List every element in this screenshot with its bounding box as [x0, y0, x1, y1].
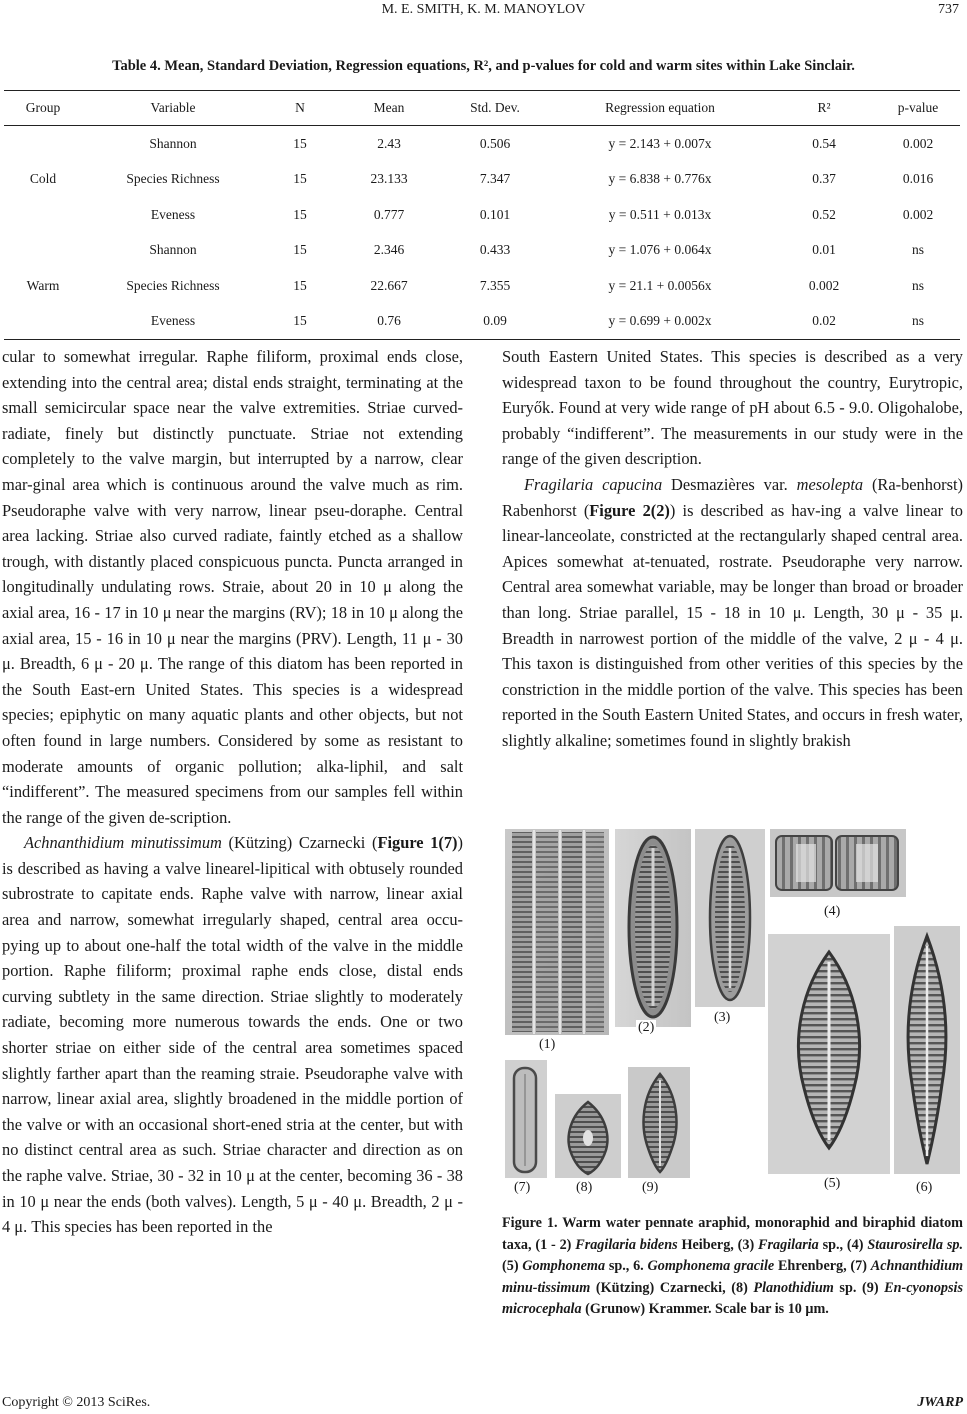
table-cell: y = 1.076 + 0.064x — [608, 242, 712, 258]
paragraph — [2, 830, 463, 1240]
panel-8-micrograph — [555, 1094, 621, 1178]
paragraph: cular to somewhat irregular. Raphe filiform, proximal ends close, extending into the central area; distal ends straight, terminating at the small semicircular space near the valve extremities. Striae curved-radiate, finely but distinctly punctuate. Striae not extending completely to the valve margin, but interrupted by a narrow, clear mar-ginal area which is continuous around the valve much as rim. Pseudoraphe valve with very narrow, linear pseu-doraphe. Central area lacking. Striae also curved radiate, faintly etched as a shallow trough, with distantly placed conspicuous puncta. Puncta arranged in longitudinally undulating rows. Straie, about 20 in 10 μ along the axial area, 16 - 17 in 10 μ near the margins (RV); 18 in 10 μ along the axial area, 15 - 16 in 10 μ near the margins (PRV). Length, 11 μ - 30 μ. Breadth, 6 μ - 20 μ. The range of this diatom has been reported in the South East-ern United States. This species is a widespread species; epiphytic on many aquatic plants and other objects, but not often found in large numbers. Considered by some as resistant to moderate amounts of organic pollution; alka-liphil, and salt “indifferent”. The measured specimens from our samples fell within the range of the given de-scription. — [2, 347, 463, 827]
table-row — [4, 162, 960, 198]
table-cell: Species Richness — [126, 171, 220, 187]
column-header: Std. Dev. — [442, 91, 548, 126]
taxon-name: Gomphonema gracile — [647, 1258, 775, 1275]
statistics-table — [4, 90, 960, 340]
column-header: Mean — [336, 91, 442, 126]
panel-7-micrograph — [505, 1060, 547, 1178]
table-row — [4, 197, 960, 233]
table-cell: y = 0.511 + 0.013x — [608, 206, 712, 222]
column-header: N — [264, 91, 336, 126]
taxon-name: En-cyonopsis microcephala — [502, 1279, 963, 1318]
table-cell: y = 6.838 + 0.776x — [608, 171, 712, 187]
taxon-name: Planothidium — [753, 1279, 834, 1296]
table-cell: 0.101 — [479, 206, 511, 222]
panel-6-micrograph — [894, 926, 960, 1174]
panel-label: (9) — [642, 1180, 659, 1195]
table-cell: 0.002 — [902, 206, 934, 222]
paragraph: South Eastern United States. This species is described as a very widespread taxon to be found throughout the country, Eurytropic, Euryők. Found at very wide range of pH about 6.5 - 9.0. Oligohalobe, probably “indifferent”. The measurements in our study were in the range of the given description. — [502, 347, 963, 469]
table-cell: Species Richness — [126, 277, 220, 293]
table-cell: ns — [911, 242, 924, 258]
table-cell: 15 — [293, 171, 307, 187]
taxon-name: mesolepta — [796, 474, 864, 494]
table-cell: ns — [876, 304, 960, 340]
text-span: ) is described as hav-ing a valve linear to linear-lanceolate, constricted at the rectangularly shaped central area. Apices somewhat at-tenuated, rostrate. Pseudoraphe very narrow. Central area somewhat variable, may be longer than broad or broader than long. Striae parallel, 15 - 18 in 10 μ. Length, 30 μ - 35 μ. Breadth in narrowest portion of the middle of the valve, 2 μ - 4 μ. This taxon is distinguished from other verities of this species by the constriction in the middle portion of the valve. This species has been reported in the South Eastern United States, and occurs in fresh water, slightly alkaline; sometimes found in slightly brakish — [502, 500, 963, 750]
panel-2-micrograph — [615, 829, 691, 1027]
diatom-figure — [502, 826, 964, 1204]
table-header-row — [4, 91, 960, 126]
table-cell: Shannon — [149, 242, 197, 258]
table-cell: 2.346 — [373, 242, 405, 258]
header-authors: M. E. SMITH, K. M. MANOYLOV — [381, 2, 586, 17]
panel-1-micrograph — [505, 829, 609, 1035]
table-cell: 0.016 — [902, 171, 934, 187]
group-cell: Warm — [4, 233, 82, 340]
copyright-footer: Copyright © 2013 SciRes. — [2, 1395, 151, 1410]
table-row — [4, 126, 960, 162]
column-header: Regression equation — [548, 91, 772, 126]
table-cell: 0.01 — [812, 242, 836, 258]
table-cell: 15 — [293, 242, 307, 258]
table-cell: 0.002 — [902, 135, 934, 151]
table-cell: 0.02 — [772, 304, 876, 340]
text-span: sp. (9) — [833, 1279, 885, 1296]
left-text-column — [2, 344, 463, 1240]
taxon-name: Fragilaria capucina — [524, 474, 663, 494]
table-cell: y = 21.1 + 0.0056x — [608, 277, 712, 293]
table-cell: Shannon — [149, 135, 197, 151]
group-cell: Cold — [29, 171, 57, 187]
column-header: R² — [772, 91, 876, 126]
panel-label: (4) — [824, 904, 841, 919]
panel-5-micrograph — [768, 934, 890, 1174]
table-cell: 7.347 — [479, 171, 511, 187]
text-span: ) is described as having a valve linearel-lipitical with obtusely rounded subrostrate to capitate ends. Raphe valve with narrow, linear axial area and narrow, somewhat irregularly shaped, central area occu-pying up to about one-half the total width of the valve in the middle portion. Raphe filiform; proximal raphe ends close, distal ends curving subtlety in the same direction. Striae slightly to moderately radiate, becoming more numerous towards the ends. One or two shorter striae on either side of the central area sometimes spaced slightly farther apart than the reaming straie. Pseudoraphe valve with narrow, linear axial area, slightly broadened in the middle portion of the valve or with an occasional short-ened stria at the center, but with no distinct central area as such. Striae character and direction as on the raphe valve. Striae, 30 - 32 in 10 μ at the center, becoming 36 - 38 in 10 μ near the ends (both valves). Length, 5 μ - 40 μ. Breadth, 2 μ - 4 μ. This species has been reported in the — [2, 833, 463, 1237]
table-cell: 0.37 — [812, 171, 836, 187]
text-span: sp., (4) — [818, 1236, 868, 1253]
paragraph — [502, 472, 963, 754]
panel-4-micrograph — [770, 829, 906, 897]
table-cell: 7.355 — [479, 277, 511, 293]
table-cell: 15 — [293, 277, 307, 293]
panel-label: (5) — [824, 1176, 841, 1191]
panel-3-micrograph — [695, 829, 765, 1007]
table-cell: 0.76 — [336, 304, 442, 340]
text-span: sp., 6. — [605, 1258, 648, 1275]
table-cell: 0.09 — [442, 304, 548, 340]
table-cell: 0.52 — [812, 206, 836, 222]
table-cell: 2.43 — [377, 135, 401, 151]
table-cell: 0.433 — [479, 242, 511, 258]
taxon-name: Achnanthidium minu-tissimum — [502, 1258, 963, 1296]
table-cell: 15 — [264, 304, 336, 340]
table-cell: 22.667 — [370, 277, 408, 293]
text-span: Heiberg, (3) — [677, 1236, 759, 1253]
table-cell: 0.54 — [812, 135, 836, 151]
taxon-name: Gomphonema — [522, 1258, 606, 1275]
table-cell: Eveness — [150, 206, 196, 222]
table-cell: 0.506 — [479, 135, 511, 151]
text-span: Desmazières var. — [662, 474, 797, 494]
panel-label: (1) — [539, 1037, 556, 1052]
table-caption: Table 4. Mean, Standard Deviation, Regression equations, R², and p-values for cold and warm sites within Lake Sinclair. — [112, 58, 855, 74]
column-header: p-value — [876, 91, 960, 126]
journal-footer: JWARP — [917, 1395, 963, 1410]
table-cell: ns — [911, 277, 924, 293]
table-cell: 15 — [293, 135, 307, 151]
text-span: (5) — [502, 1258, 523, 1275]
text-span: (Ra-benhorst) Rabenhorst ( — [502, 474, 963, 520]
column-header: Group — [4, 91, 82, 126]
table-cell: y = 0.699 + 0.002x — [548, 304, 772, 340]
panel-label: (8) — [576, 1180, 593, 1195]
text-span: Figure 1. Warm water pennate araphid, monoraphid and biraphid diatom taxa, (1 - 2) — [502, 1215, 963, 1253]
taxon-name: Achnanthidium minutissimum — [24, 833, 222, 853]
figure-reference-link[interactable]: Figure 2(2) — [589, 500, 670, 520]
table-cell: y = 2.143 + 0.007x — [608, 135, 712, 151]
table-cell: Eveness — [82, 304, 264, 340]
text-span: Ehrenberg, (7) — [774, 1258, 871, 1275]
page-number: 737 — [938, 2, 959, 17]
panel-label: (2) — [638, 1020, 655, 1035]
text-span: (Kützing) Czarnecki ( — [221, 833, 378, 853]
panel-9-micrograph — [628, 1067, 690, 1178]
table-row — [4, 233, 960, 269]
panel-label: (3) — [714, 1010, 731, 1025]
figure-reference-link[interactable]: Figure 1(7) — [377, 833, 458, 853]
column-header: Variable — [82, 91, 264, 126]
figure-caption — [502, 1213, 963, 1321]
table-row — [4, 304, 960, 340]
panel-label: (7) — [514, 1180, 531, 1195]
table-cell: 23.133 — [370, 171, 408, 187]
taxon-name: Fragilaria bidens — [575, 1236, 678, 1253]
table-cell: 0.777 — [373, 206, 405, 222]
right-text-column — [502, 344, 963, 754]
text-span: (Grunow) Krammer. Scale bar is 10 μm. — [581, 1301, 829, 1318]
text-span: (Kützing) Czarnecki, (8) — [590, 1279, 754, 1296]
table-cell: 0.002 — [808, 277, 840, 293]
table-row — [4, 268, 960, 304]
running-header — [0, 0, 967, 20]
panel-label: (6) — [916, 1180, 933, 1195]
taxon-name: Staurosirella sp. — [867, 1236, 963, 1253]
table-cell: 15 — [293, 206, 307, 222]
taxon-name: Fragilaria — [758, 1236, 819, 1253]
